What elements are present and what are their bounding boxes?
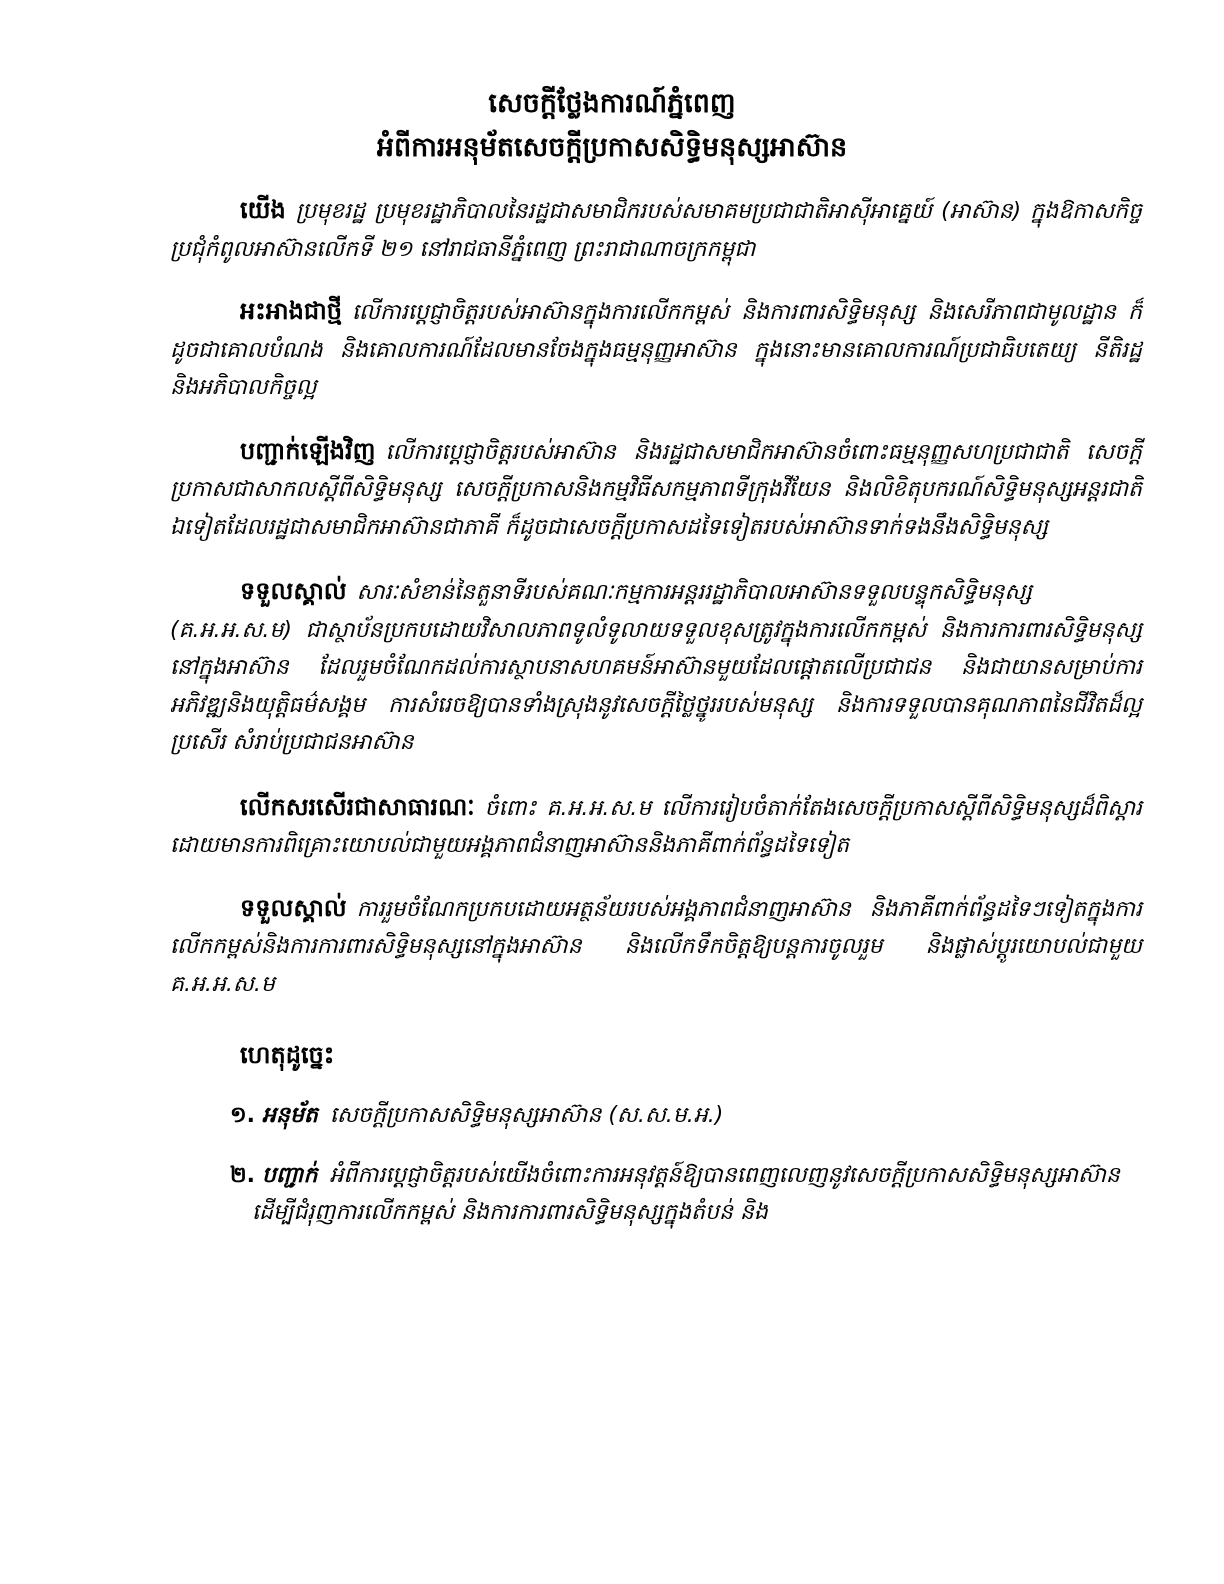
item-number: ១. — [230, 1103, 256, 1128]
item-verb: បញ្ជាក់ — [262, 1162, 318, 1188]
preamble-paragraph-4 — [170, 573, 1142, 762]
item-text: សេចក្ដីប្រកាសសិទ្ធិមនុស្សអាស៊ាន (ស.ស.ម.អ.) — [329, 1103, 724, 1128]
preamble-paragraph-5 — [170, 789, 1142, 865]
paragraph-lead: បញ្ជាក់ឡើងវិញ — [240, 436, 376, 465]
paragraph-lead: យើង — [240, 196, 286, 224]
paragraph-lead: ទទួលស្គាល់ — [240, 893, 347, 922]
paragraph-body: លើការប្ដេជ្ញាចិត្តរបស់អាស៊ានក្នុងការលើកកម្ពស់ និងការពារសិទ្ធិមនុស្ស និងសេរីភាពជាមូលដ្ឋាន ក៏ដូចជាគោលបំណង និងគោលការណ៍ដែលមានចែងក្នុងធម្មនុញ្ញអាស៊ាន ក្នុងនោះមានគោលការណ៍ប្រជាធិបតេយ្យ នីតិរដ្ឋ និងអភិបាលកិច្ចល្អ — [170, 300, 1142, 400]
item-text: អំពីការប្ដេជ្ញាចិត្តរបស់យើងចំពោះការអនុវត្តន៍ឱ្យបានពេញលេញនូវសេចក្ដីប្រកាសសិទ្ធិមនុស្សអាស៊ាន ដើម្បីជំរុញការលើកកម្ពស់ និងការការពារសិទ្ធិមនុស្សក្នុងតំបន់ និង — [252, 1162, 1120, 1225]
paragraph-body: ប្រមុខរដ្ឋ ប្រមុខរដ្ឋាភិបាលនៃរដ្ឋជាសមាជិករបស់សមាគមប្រជាជាតិអាស៊ីអាគ្នេយ៍ (អាស៊ាន) ក្នុងឱកាសកិច្ចប្រជុំកំពូលអាស៊ានលើកទី ២១ នៅរាជធានីភ្នំពេញ ព្រះរាជាណាចក្រកម្ពុជា — [170, 199, 1142, 262]
paragraph-lead: អះអាងជាថ្មី — [240, 297, 342, 325]
paragraph-lead: ទទួលស្គាល់ — [240, 577, 347, 605]
title-line-2: អំពីការអនុម័តសេចក្ដីប្រកាសសិទ្ធិមនុស្សអាស៊ាន — [376, 132, 848, 163]
preamble-paragraph-1 — [170, 192, 1142, 268]
paragraph-body: ការរួមចំណែកប្រកបដោយអត្ថន័យរបស់អង្គភាពជំនាញអាស៊ាន និងភាគីពាក់ព័ន្ធដទៃៗទៀតក្នុងការលើកកម្ពស់និងការការពារសិទ្ធិមនុស្សនៅក្នុងអាស៊ាន និងលើកទឹកចិត្តឱ្យបន្តការចូលរួម និងផ្លាស់ប្ដូរយោបល់ជាមួយ គ.អ.អ.ស.ម — [170, 896, 1142, 997]
preamble-paragraph-3 — [170, 433, 1142, 547]
operative-item-2 — [230, 1157, 1142, 1232]
preamble-paragraph-6 — [170, 890, 1142, 1004]
paragraph-body: ចំពោះ គ.អ.អ.ស.ម លើការរៀបចំតាក់តែងសេចក្ដីប្រកាសស្ដីពីសិទ្ធិមនុស្សដ៏ពិស្ដារ ដោយមានការពិគ្រោះយោបល់ជាមួយអង្គភាពជំនាញអាស៊ាននិងភាគីពាក់ព័ន្ធដទៃទៀត — [170, 795, 1142, 858]
title-line-1: សេចក្ដីថ្លែងការណ៍ភ្នំពេញ — [488, 88, 736, 119]
paragraph-body: លើការប្ដេជ្ញាចិត្តរបស់អាស៊ាន និងរដ្ឋជាសមាជិកអាស៊ានចំពោះធម្មនុញ្ញសហប្រជាជាតិ សេចក្ដីប្រកាសជាសាកលស្ដីពីសិទ្ធិមនុស្ស សេចក្ដីប្រកាសនិងកម្មវិធីសកម្មភាពទីក្រុងវីយែន និងលិខិតុបករណ៍សិទ្ធិមនុស្សអន្តរជាតិឯទៀតដែលរដ្ឋជាសមាជិកអាស៊ានជាភាគី ក៏ដូចជាសេចក្ដីប្រកាសដទៃទៀតរបស់អាស៊ានទាក់ទងនឹងសិទ្ធិមនុស្ស — [170, 439, 1142, 540]
preamble-paragraph-2 — [170, 293, 1142, 407]
item-verb: អនុម័ត — [262, 1103, 318, 1128]
paragraph-body: សារៈសំខាន់នៃតួនាទីរបស់គណៈកម្មការអន្តររដ្ឋាភិបាលអាស៊ានទទួលបន្ទុកសិទ្ធិមនុស្ស (គ.អ.អ.ស.ម) ជាស្ថាប័នប្រកបដោយវិសាលភាពទូលំទូលាយទទួលខុសត្រូវក្នុងការលើកកម្ពស់ និងការការពារសិទ្ធិមនុស្សនៅក្នុងអាស៊ាន ដែលរួមចំណែកដល់ការស្ថាបនាសហគមន៍អាស៊ានមួយដែលផ្ដោតលើប្រជាជន និងជាយានសម្រាប់ការអភិវឌ្ឍនិងយុត្តិធម៌សង្គម ការសំរេចឱ្យបានទាំងស្រុងនូវសេចក្ដីថ្លៃថ្នូររបស់មនុស្ស និងការទទួលបានគុណភាពនៃជីវិតដ៏ល្អប្រសើរ សំរាប់ប្រជាជនអាស៊ាន — [170, 580, 1142, 755]
paragraph-lead: លើកសរសើរជាសាធារណៈ — [240, 792, 475, 821]
item-number: ២. — [230, 1162, 256, 1188]
operative-item-1 — [230, 1097, 1142, 1135]
section-heading: ហេតុដូច្នេះ — [240, 1041, 335, 1069]
document-title — [82, 82, 1142, 170]
